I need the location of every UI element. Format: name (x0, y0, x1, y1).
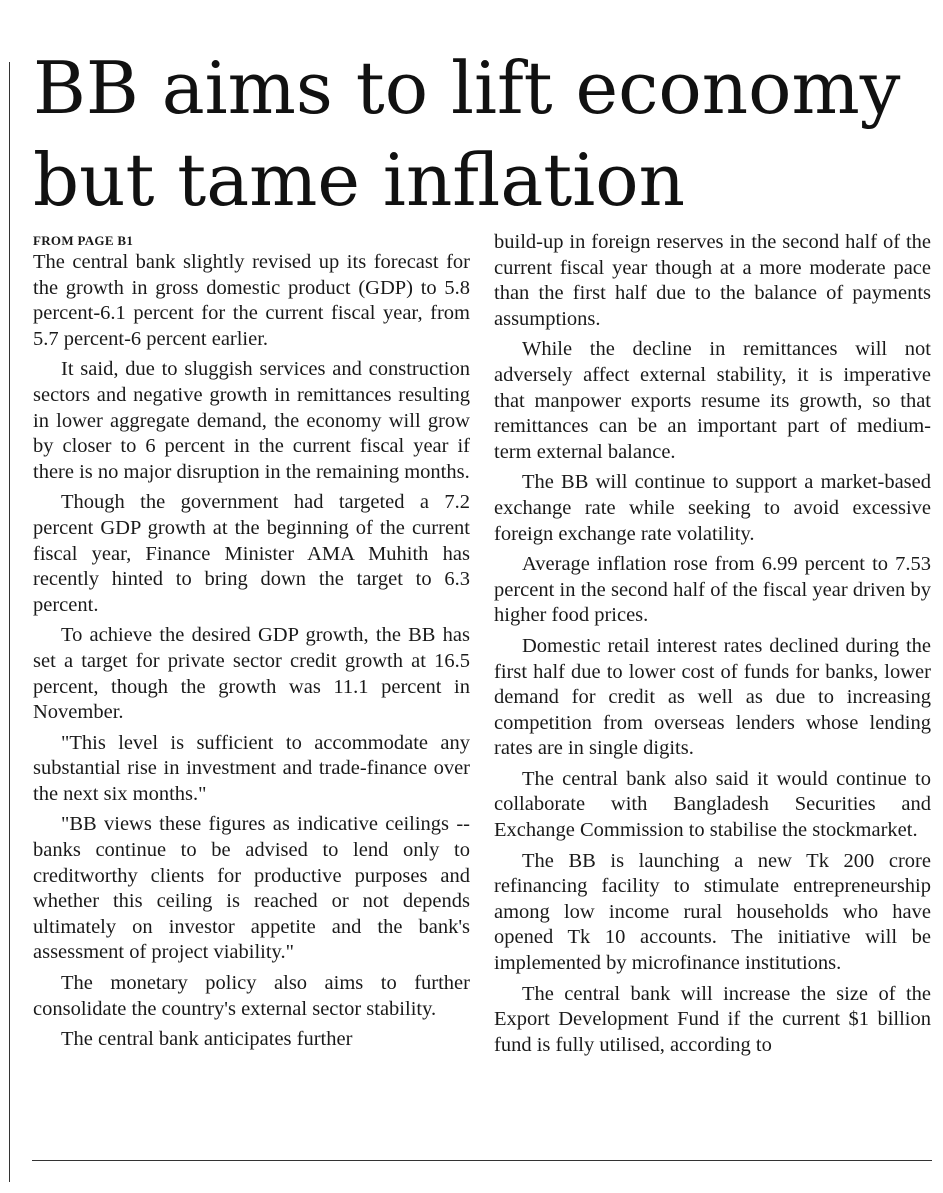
paragraph: build-up in foreign reserves in the second half of the current fiscal year though at a more moderate pace than the first half due to the balance of payments assumptions. (494, 231, 931, 330)
paragraph: Domestic retail interest rates declined during the first half due to lower cost of funds for banks, lower demand for credit as well as due to increasing competition from overseas lenders whose lending rates are in single digits. (494, 634, 931, 760)
headline-line-1: BB aims to lift economy (33, 46, 901, 130)
paragraph: To achieve the desired GDP growth, the BB has set a target for private sector credit growth at 16.5 percent, though the growth was 11.1 percent in November. (33, 624, 470, 724)
left-column-rule (9, 62, 10, 1182)
paragraph: The central bank anticipates further (61, 1028, 353, 1051)
paragraph: The central bank also said it would continue to collaborate with Bangladesh Securities and Exchange Commission to stabilise the stockmarket. (494, 767, 931, 842)
paragraph: "This level is sufficient to accommodate any substantial rise in investment and trade-finance over the next six months." (33, 731, 470, 805)
paragraph: While the decline in remittances will not adversely affect external stability, it is imperative that manpower exports resume its growth, so that remittances can be an important part of medium-term external balance. (494, 338, 931, 463)
paragraph: It said, due to sluggish services and construction sectors and negative growth in remittances resulting in lower aggregate demand, the economy will grow by closer to 6 percent in the current fiscal year if there is no major disruption in the remaining months. (33, 358, 470, 483)
headline (33, 42, 933, 226)
paragraph: The BB will continue to support a market-based exchange rate while seeking to avoid excessive foreign exchange rate volatility. (494, 471, 931, 545)
paragraph: The central bank slightly revised up its forecast for the growth in gross domestic product (GDP) to 5.8 percent-6.1 percent for the current fiscal year, from 5.7 percent-6 percent earlier. (33, 251, 470, 350)
paragraph: Though the government had targeted a 7.2 percent GDP growth at the beginning of the current fiscal year, Finance Minister AMA Muhith has recently hinted to bring down the target to 6.3 percent. (33, 491, 470, 616)
paragraph: The BB is launching a new Tk 200 crore refinancing facility to stimulate entrepreneurship among low income rural households who have opened Tk 10 accounts. The initiative will be implemented by microfinance institutions. (494, 849, 931, 975)
article-column-left (33, 232, 470, 1058)
paragraph: The central bank will increase the size of the Export Development Fund if the current $1 billion fund is fully utilised, according to (494, 982, 931, 1056)
paragraph: "BB views these figures as indicative ceilings -- banks continue to be advised to lend only to creditworthy clients for productive purposes and whether this ceiling is reached or not depends ultimately on investor appetite and the bank's assessment of project viability." (33, 813, 470, 964)
paragraph: Average inflation rose from 6.99 percent to 7.53 percent in the second half of the fiscal year driven by higher food prices. (494, 553, 931, 627)
article-column-right (494, 230, 931, 1063)
headline-line-2: but tame inflation (33, 138, 685, 222)
dateline: FROM PAGE B1 (33, 233, 134, 248)
bottom-rule (32, 1160, 932, 1161)
paragraph: The monetary policy also aims to further consolidate the country's external sector stability. (33, 972, 470, 1020)
